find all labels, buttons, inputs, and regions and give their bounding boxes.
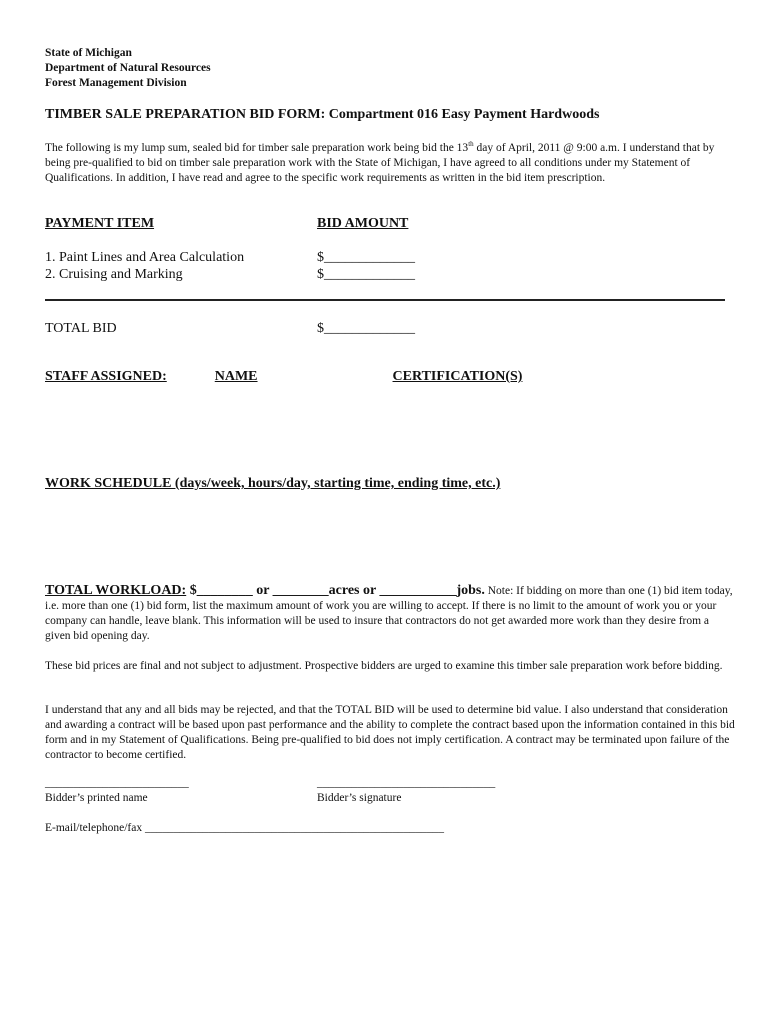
payment-item-header: PAYMENT ITEM (45, 216, 155, 231)
final-price-paragraph: These bid prices are final and not subject to adjustment. Prospective bidders are urged to examine this timber sale preparation work before bidding. (45, 660, 723, 672)
intro-paragraph (45, 141, 735, 186)
total-bid-amount[interactable]: $_____________ (317, 321, 415, 336)
divider-rule (45, 299, 725, 301)
signature-label: Bidder’s signature (317, 792, 402, 804)
payment-item-2-amount[interactable]: $_____________ (317, 267, 415, 282)
total-bid-label: TOTAL BID (45, 321, 117, 336)
rejection-paragraph: I understand that any and all bids may be rejected, and that the TOTAL BID will be used to determine bid value. I also understand that consideration and awarding a contract will be based upon past performance and the ability to complete the contract based upon the information contained in this bid form and in my Statement of Qualifications. Being pre-qualified to bid does not imply certification. A contract may be terminated upon failure of the contractor to become certified. (45, 704, 735, 761)
intro-superscript: th (468, 140, 474, 149)
contact-row (45, 822, 444, 834)
printed-name-label: Bidder’s printed name (45, 792, 148, 804)
staff-assigned-row (45, 369, 548, 385)
workload-paragraph (45, 583, 735, 644)
signature-line[interactable]: _______________________________ (317, 777, 496, 789)
work-schedule-label: WORK SCHEDULE (days/week, hours/day, starting time, ending time, etc.) (45, 476, 501, 491)
form-title: TIMBER SALE PREPARATION BID FORM: Compartment 016 Easy Payment Hardwoods (45, 107, 600, 122)
workload-label: TOTAL WORKLOAD: (45, 583, 187, 598)
payment-item-1-amount[interactable]: $_____________ (317, 250, 415, 265)
header-state: State of Michigan (45, 47, 132, 59)
workload-fill[interactable]: $________ or ________acres or ___________jobs. (186, 583, 485, 598)
payment-item-1-label: 1. Paint Lines and Area Calculation (45, 250, 245, 265)
workload-note: Note: If bidding on more than one (1) bid item today, i.e. more than one (1) bid form, list the maximum amount of work you are willing to accept. If there is no limit to the amount of work you or your company can handle, leave blank. This information will be used to insure that contractors do not get awarded more work than they desire from a given bid opening day. (45, 585, 733, 642)
intro-text-1: The following is my lump sum, sealed bid for timber sale preparation work being bid the 13 (45, 142, 469, 154)
printed-name-line[interactable]: _________________________ (45, 777, 189, 789)
staff-certification-header: CERTIFICATION(S) (392, 369, 523, 384)
contact-label: E-mail/telephone/fax (45, 822, 143, 834)
contact-line[interactable]: ____________________________________________________ (142, 822, 444, 834)
staff-name-header: NAME (214, 369, 258, 384)
intro-text-2: day of April, 2011 @ 9:00 a.m. I understand that by being pre-qualified to bid on timber sale preparation work with the State of Michigan, I have agreed to all conditions under my Statement of Qualifications. In addition, I have read and agree to the specific work requirements as written in the bid item prescription. (45, 142, 715, 184)
staff-assigned-label: STAFF ASSIGNED: (45, 369, 167, 384)
header-division: Forest Management Division (45, 77, 187, 89)
header-department: Department of Natural Resources (45, 62, 211, 74)
payment-item-2-label: 2. Cruising and Marking (45, 267, 183, 282)
bid-amount-header: BID AMOUNT (317, 216, 409, 231)
